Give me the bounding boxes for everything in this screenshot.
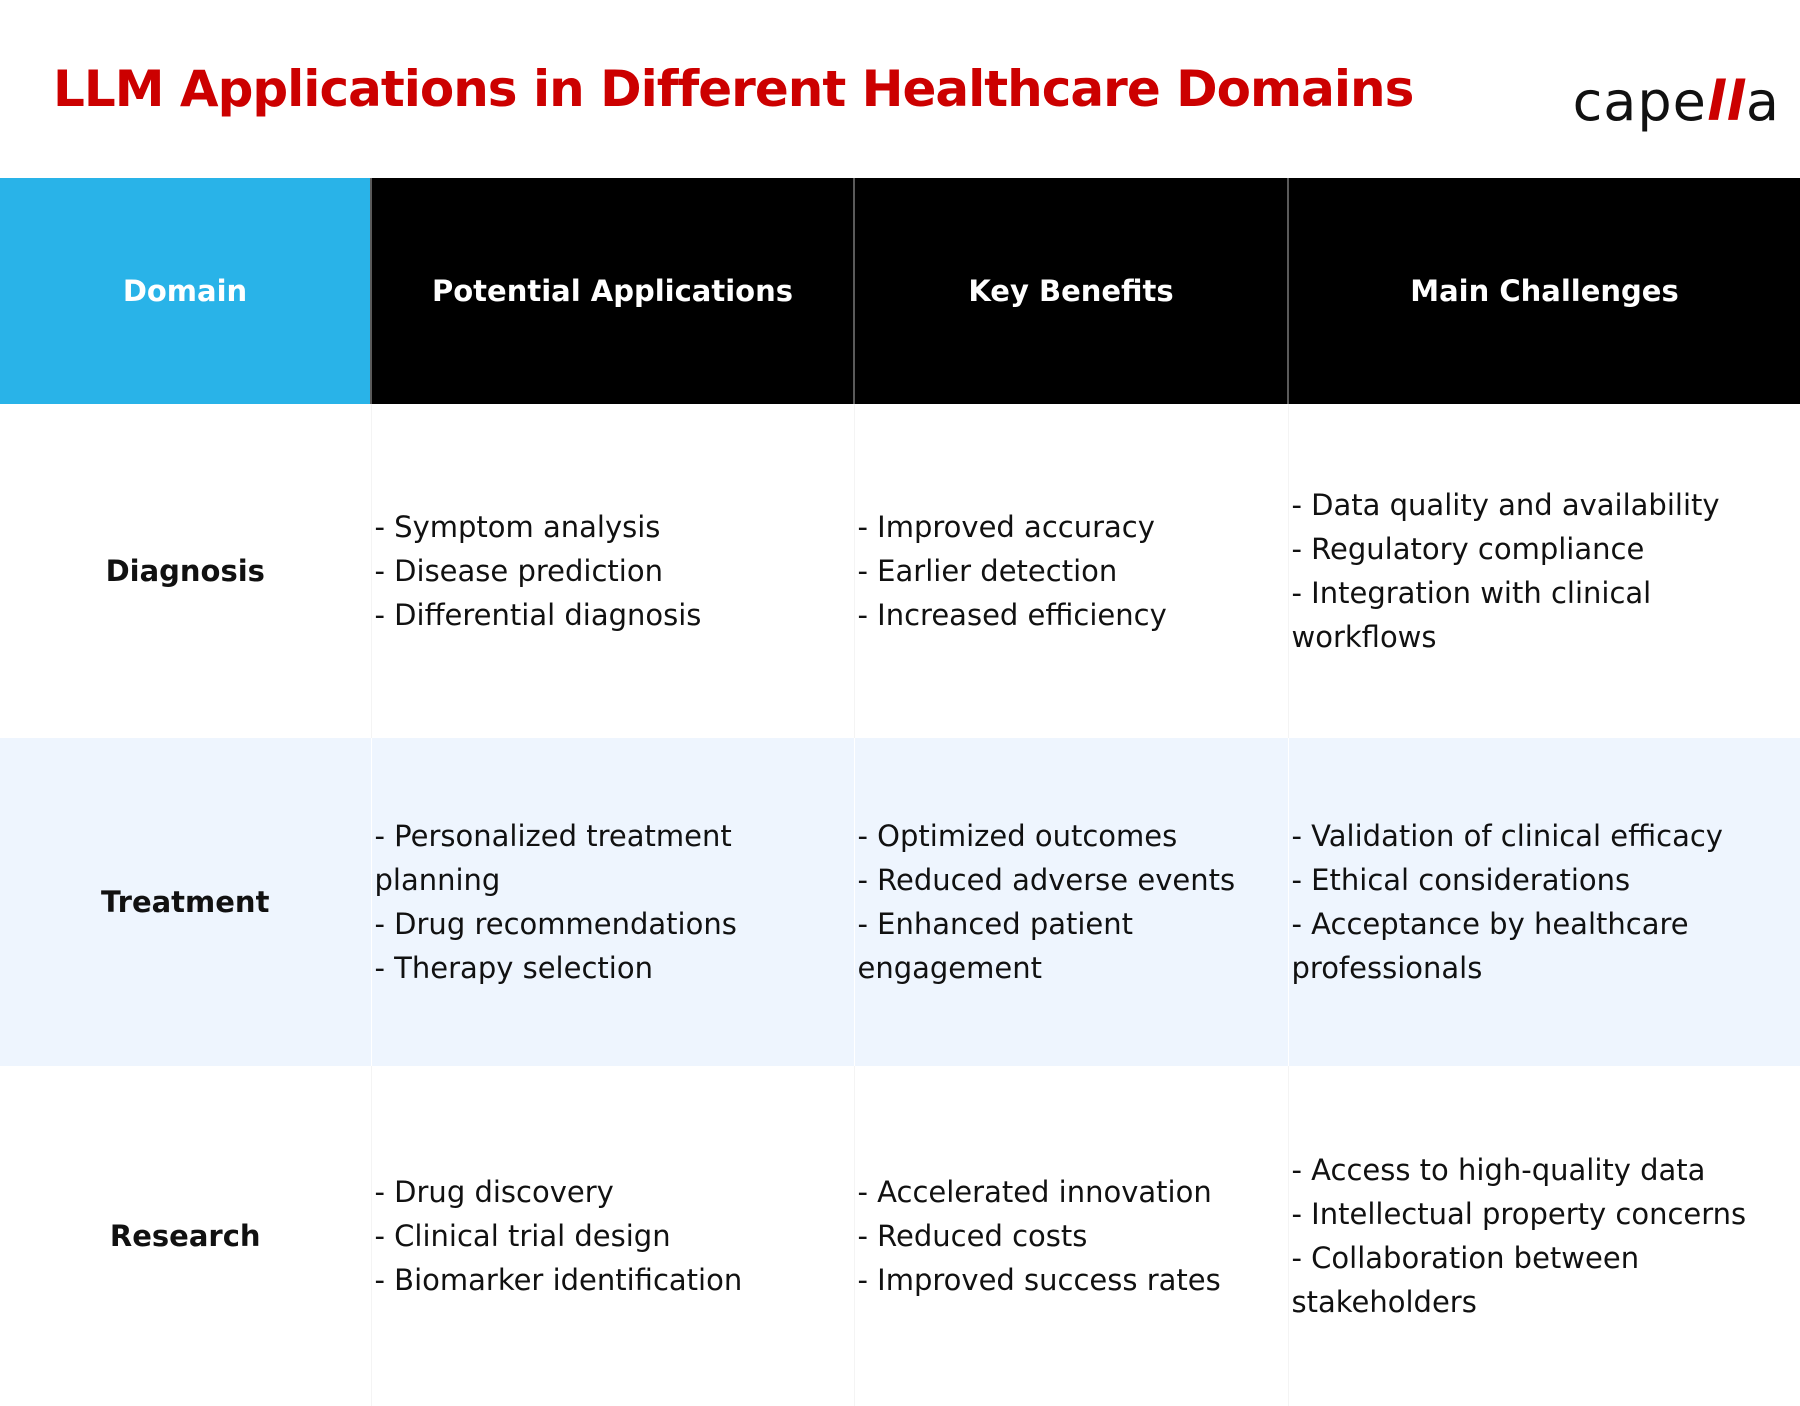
header-main-challenges: Main Challenges (1288, 178, 1800, 404)
list-item: - Access to high-quality data (1292, 1148, 1800, 1192)
list-item: - Personalized treatment planning (375, 814, 854, 902)
logo-text-prefix: cape (1573, 70, 1707, 133)
list-item: - Integration with clinical workflows (1292, 571, 1800, 659)
list-item: - Disease prediction (375, 549, 854, 593)
logo-text-accent: ll (1707, 70, 1746, 133)
header-key-benefits: Key Benefits (854, 178, 1288, 404)
list-item: - Therapy selection (375, 946, 854, 990)
logo-text-suffix: a (1746, 70, 1780, 133)
capella-logo (1573, 70, 1780, 133)
list-item: - Reduced adverse events (858, 858, 1288, 902)
list-item: - Biomarker identification (375, 1258, 854, 1302)
list-item: - Reduced costs (858, 1214, 1288, 1258)
list-item: - Validation of clinical efficacy (1292, 814, 1800, 858)
list-item: - Differential diagnosis (375, 593, 854, 637)
challenges-cell (1288, 404, 1800, 738)
list-item: - Symptom analysis (375, 505, 854, 549)
list-item: - Ethical considerations (1292, 858, 1800, 902)
list-item: - Acceptance by healthcare professionals (1292, 902, 1800, 990)
applications-cell (371, 1066, 854, 1406)
domain-cell: Diagnosis (0, 404, 371, 738)
list-item: - Increased efficiency (858, 593, 1288, 637)
list-item: - Intellectual property concerns (1292, 1192, 1800, 1236)
list-item: - Enhanced patient engagement (858, 902, 1288, 990)
list-item: - Collaboration between stakeholders (1292, 1236, 1800, 1324)
list-item: - Regulatory compliance (1292, 527, 1800, 571)
domain-cell: Treatment (0, 738, 371, 1066)
table-header-row (0, 178, 1800, 404)
list-item: - Data quality and availability (1292, 483, 1800, 527)
list-item: - Accelerated innovation (858, 1170, 1288, 1214)
applications-cell (371, 404, 854, 738)
header-potential-applications: Potential Applications (371, 178, 854, 404)
challenges-cell (1288, 738, 1800, 1066)
benefits-cell (854, 404, 1288, 738)
list-item: - Improved accuracy (858, 505, 1288, 549)
header-domain: Domain (0, 178, 371, 404)
list-item: - Drug discovery (375, 1170, 854, 1214)
benefits-cell (854, 738, 1288, 1066)
list-item: - Earlier detection (858, 549, 1288, 593)
domain-cell: Research (0, 1066, 371, 1406)
table-row-research (0, 1066, 1800, 1406)
challenges-cell (1288, 1066, 1800, 1406)
list-item: - Drug recommendations (375, 902, 854, 946)
benefits-cell (854, 1066, 1288, 1406)
list-item: - Clinical trial design (375, 1214, 854, 1258)
applications-cell (371, 738, 854, 1066)
table-row-diagnosis (0, 404, 1800, 738)
list-item: - Improved success rates (858, 1258, 1288, 1302)
domains-table (0, 178, 1800, 1406)
table-row-treatment (0, 738, 1800, 1066)
list-item: - Optimized outcomes (858, 814, 1288, 858)
page-title: LLM Applications in Different Healthcare Domains (53, 60, 1413, 118)
